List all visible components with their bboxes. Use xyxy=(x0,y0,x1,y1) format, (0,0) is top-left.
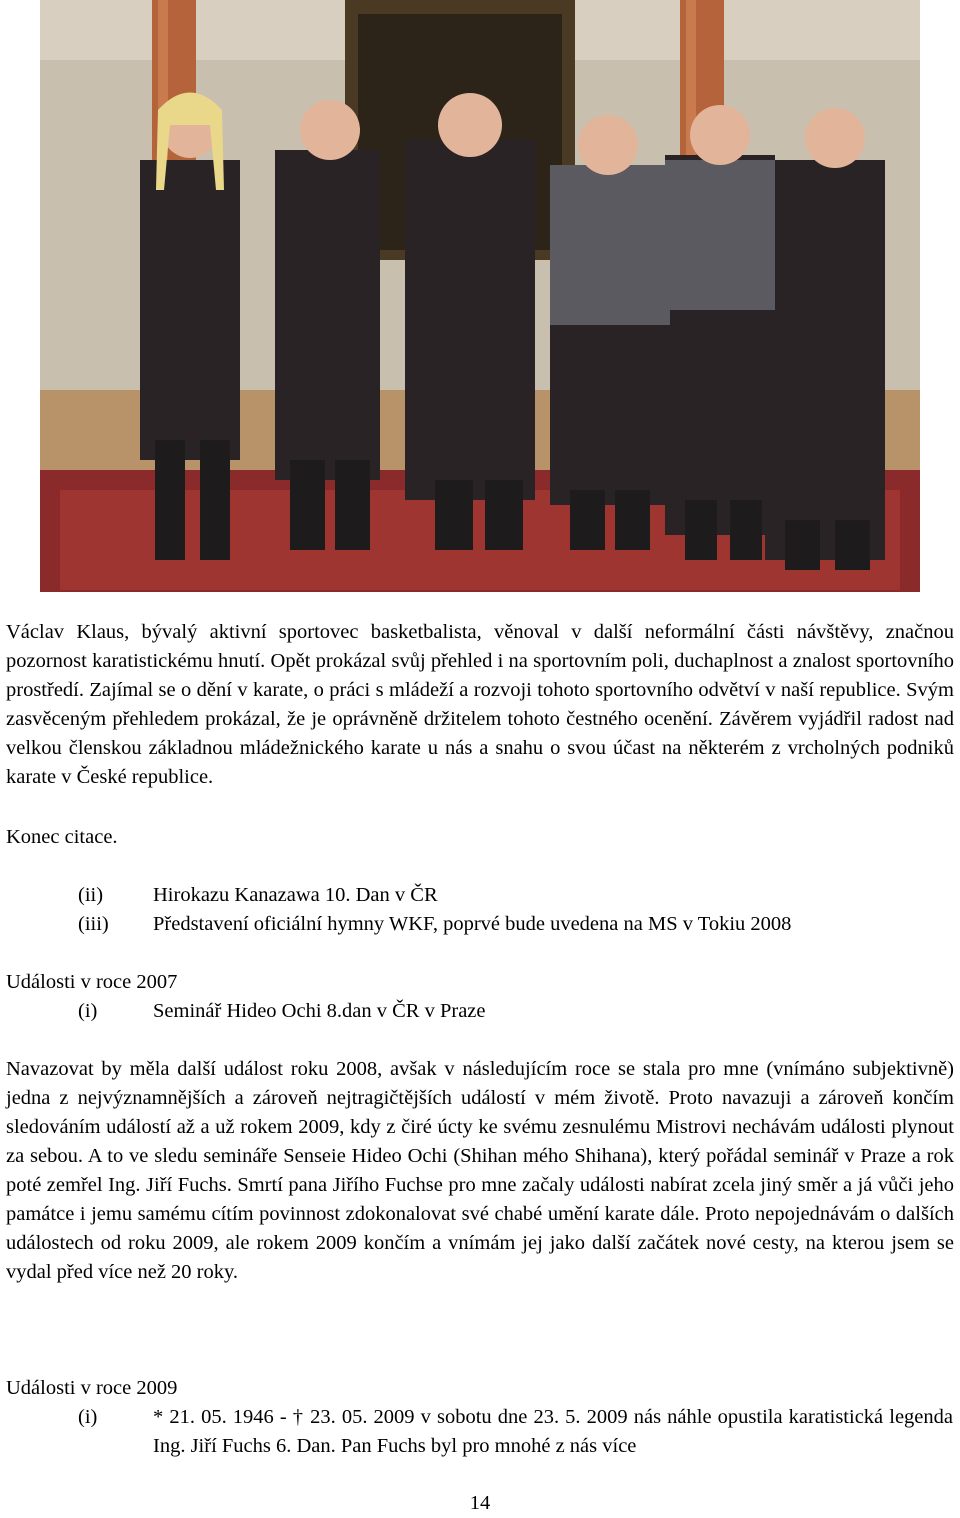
page-number: 14 xyxy=(469,1492,491,1514)
heading-2009: Události v roce 2009 xyxy=(6,1377,178,1399)
paragraph-events: Navazovat by měla další událost roku 2008, avšak v následujícím roce se stala pro mne (vnímáno subjektivně) jedna z nejvýznamnějších a zároveň nejtragičtějších událostí v mém životě. Proto navazuji a zároveň končím sledováním událostí až a už rokem 2009, kdy z čiré úcty ke svému zesnulému Mistrovi nechávám události plynout za sebou. A to ve sledu semináře Senseie Hideo Ochi (Shihan mého Shihana), který pořádal seminář v Praze a rok poté zemřel Ing. Jiří Fuchs. Smrtí pana Jiřího Fuchse pro mne začaly události nabírat zcela jiný směr a já vůči jeho památce i jemu samému cítím povinnost zdokonalovat své chabé umění karate dále. Proto nepojednávám o dalších událostech od roku 2009, ale rokem 2009 končím a vnímám jej jako další začátek nové cesty, na kterou jsem se vydal před více než 20 roky. xyxy=(6,1058,954,1283)
list-num: (i) xyxy=(78,1406,98,1428)
paragraph-visit: Václav Klaus, bývalý aktivní sportovec basketbalista, věnoval v další neformální části návštěvy, značnou pozornost karatistickému hnutí. Opět prokázal svůj přehled i na sportovním poli, duchaplnost a znalost sportovního prostředí. Zajímal se o dění v karate, o práci s mládeží a rozvoji tohoto sportovního odvětví v naší republice. Svým zasvěceným přehledem prokázal, že je oprávněně držitelem tohoto čestného ocenění. Závěrem vyjádřil radost nad velkou členskou základnou mládežnického karate u nás a snahu o svou účast na některém z vrcholných podniků karate v České republice. xyxy=(6,621,954,788)
list-num: (i) xyxy=(78,1000,98,1022)
list-item: Hirokazu Kanazawa 10. Dan v ČR xyxy=(153,884,438,906)
list-num: (ii) xyxy=(78,884,104,906)
list-item: Představení oficiální hymny WKF, poprvé bude uvedena na MS v Tokiu 2008 xyxy=(153,913,792,935)
list-item: * 21. 05. 1946 - † 23. 05. 2009 v sobotu dne 23. 5. 2009 nás náhle opustila karatistická legenda Ing. Jiří Fuchs 6. Dan. Pan Fuchs byl pro mnohé z nás více xyxy=(153,1406,953,1457)
group-photo xyxy=(40,0,920,592)
list-num: (iii) xyxy=(78,913,109,935)
group-photo-icon xyxy=(40,0,920,592)
list-item: Seminář Hideo Ochi 8.dan v ČR v Praze xyxy=(153,1000,486,1022)
end-quote: Konec citace. xyxy=(6,826,118,848)
heading-2007: Události v roce 2007 xyxy=(6,971,178,993)
